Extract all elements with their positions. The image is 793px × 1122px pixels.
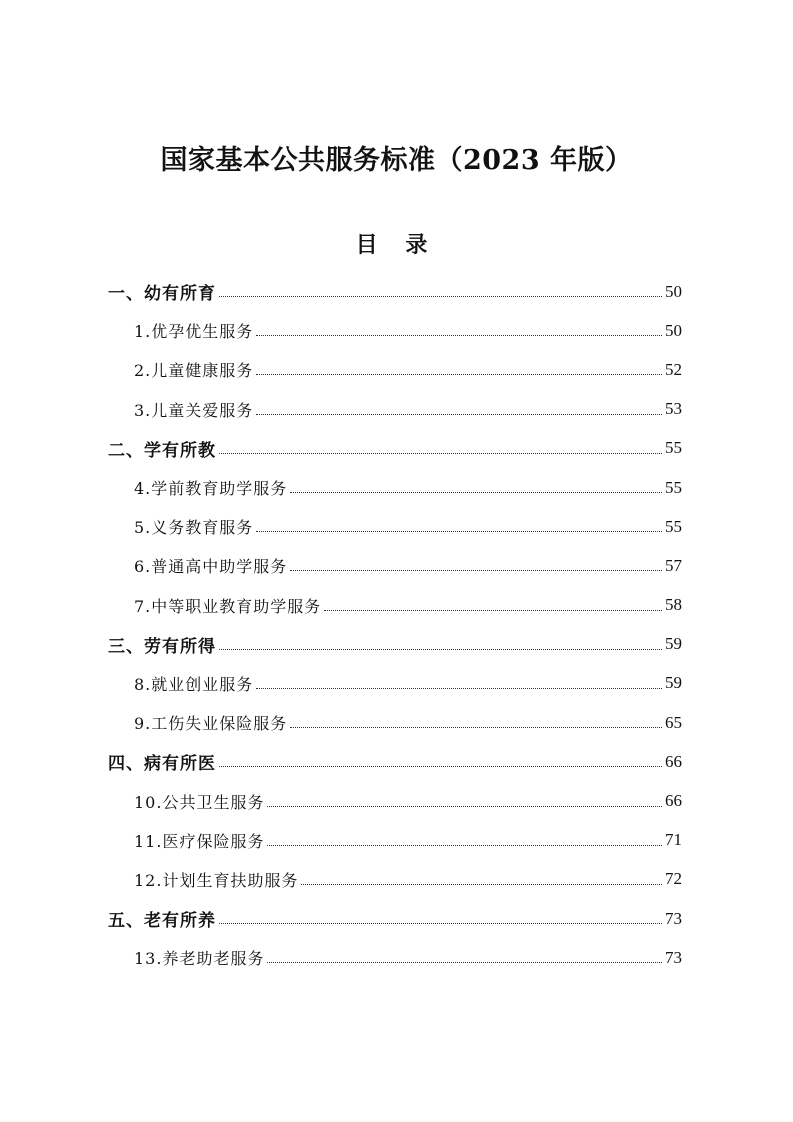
toc-subsection-entry[interactable] xyxy=(0,703,793,742)
toc-entry-page: 66 xyxy=(665,751,682,771)
toc-entry-page: 66 xyxy=(665,791,682,811)
dot-leader xyxy=(290,492,662,493)
dot-leader xyxy=(219,923,662,924)
dot-leader xyxy=(301,884,662,885)
dot-leader xyxy=(267,845,662,846)
toc-subsection-entry[interactable] xyxy=(0,350,793,389)
toc-entry-label: 7.中等职业教育助学服务 xyxy=(134,596,322,616)
dot-leader xyxy=(256,414,662,415)
toc-entry-label: 13.养老助老服务 xyxy=(134,949,265,969)
toc-entry-page: 73 xyxy=(665,947,682,967)
toc-subsection-entry[interactable] xyxy=(0,664,793,703)
toc-subsection-entry[interactable] xyxy=(0,546,793,585)
dot-leader xyxy=(256,531,662,532)
toc-heading: 目 录 xyxy=(355,233,438,258)
toc-entry-label: 二、学有所教 xyxy=(108,440,216,461)
toc-entry-label: 1.优孕优生服务 xyxy=(134,322,254,342)
toc-entry-label: 6.普通高中助学服务 xyxy=(134,557,288,577)
toc-subsection-entry[interactable] xyxy=(0,821,793,860)
toc-subsection-entry[interactable] xyxy=(0,938,793,977)
dot-leader xyxy=(219,649,662,650)
toc-entry-page: 50 xyxy=(665,281,682,301)
toc-entry-label: 5.义务教育服务 xyxy=(134,518,254,538)
toc-subsection-entry[interactable] xyxy=(0,860,793,899)
toc-entry-page: 57 xyxy=(665,555,682,575)
toc-entry-page: 55 xyxy=(665,477,682,497)
toc-section-entry[interactable] xyxy=(0,272,793,311)
document-title: 国家基本公共服务标准（2023 年版） xyxy=(160,145,633,176)
toc-entry-label: 12.计划生育扶助服务 xyxy=(134,870,299,890)
toc-entry-page: 50 xyxy=(665,320,682,340)
toc-entry-page: 55 xyxy=(665,438,682,458)
dot-leader xyxy=(290,727,662,728)
dot-leader xyxy=(290,570,662,571)
toc-section-entry[interactable] xyxy=(0,429,793,468)
toc-subsection-entry[interactable] xyxy=(0,390,793,429)
dot-leader xyxy=(219,766,662,767)
toc-subsection-entry[interactable] xyxy=(0,311,793,350)
toc-entry-page: 59 xyxy=(665,673,682,693)
dot-leader xyxy=(267,962,662,963)
toc-section-entry[interactable] xyxy=(0,742,793,781)
toc-section-entry[interactable] xyxy=(0,625,793,664)
dot-leader xyxy=(256,688,662,689)
toc-entry-page: 58 xyxy=(665,595,682,615)
toc-entry-page: 52 xyxy=(665,359,682,379)
toc-entry-label: 2.儿童健康服务 xyxy=(134,361,254,381)
toc-entry-page: 71 xyxy=(665,830,682,850)
toc-entry-page: 72 xyxy=(665,869,682,889)
toc-entry-page: 55 xyxy=(665,516,682,536)
dot-leader xyxy=(256,335,662,336)
toc-section-entry[interactable] xyxy=(0,899,793,938)
dot-leader xyxy=(219,453,662,454)
toc-entry-label: 8.就业创业服务 xyxy=(134,674,254,694)
toc-entry-label: 四、病有所医 xyxy=(108,754,216,775)
dot-leader xyxy=(256,374,662,375)
toc-subsection-entry[interactable] xyxy=(0,781,793,820)
toc-entry-page: 53 xyxy=(665,399,682,419)
toc-entry-label: 三、劳有所得 xyxy=(108,636,216,657)
toc-entry-label: 10.公共卫生服务 xyxy=(134,792,265,812)
toc-entry-label: 一、幼有所育 xyxy=(108,284,216,305)
dot-leader xyxy=(324,610,662,611)
table-of-contents xyxy=(0,272,793,977)
toc-subsection-entry[interactable] xyxy=(0,507,793,546)
toc-entry-label: 五、老有所养 xyxy=(108,911,216,932)
toc-subsection-entry[interactable] xyxy=(0,468,793,507)
toc-entry-label: 9.工伤失业保险服务 xyxy=(134,714,288,734)
toc-entry-page: 65 xyxy=(665,712,682,732)
toc-entry-page: 59 xyxy=(665,634,682,654)
toc-entry-label: 3.儿童关爱服务 xyxy=(134,400,254,420)
toc-subsection-entry[interactable] xyxy=(0,586,793,625)
dot-leader xyxy=(267,806,662,807)
toc-entry-label: 4.学前教育助学服务 xyxy=(134,479,288,499)
toc-entry-label: 11.医疗保险服务 xyxy=(134,831,265,851)
toc-entry-page: 73 xyxy=(665,908,682,928)
dot-leader xyxy=(219,296,662,297)
